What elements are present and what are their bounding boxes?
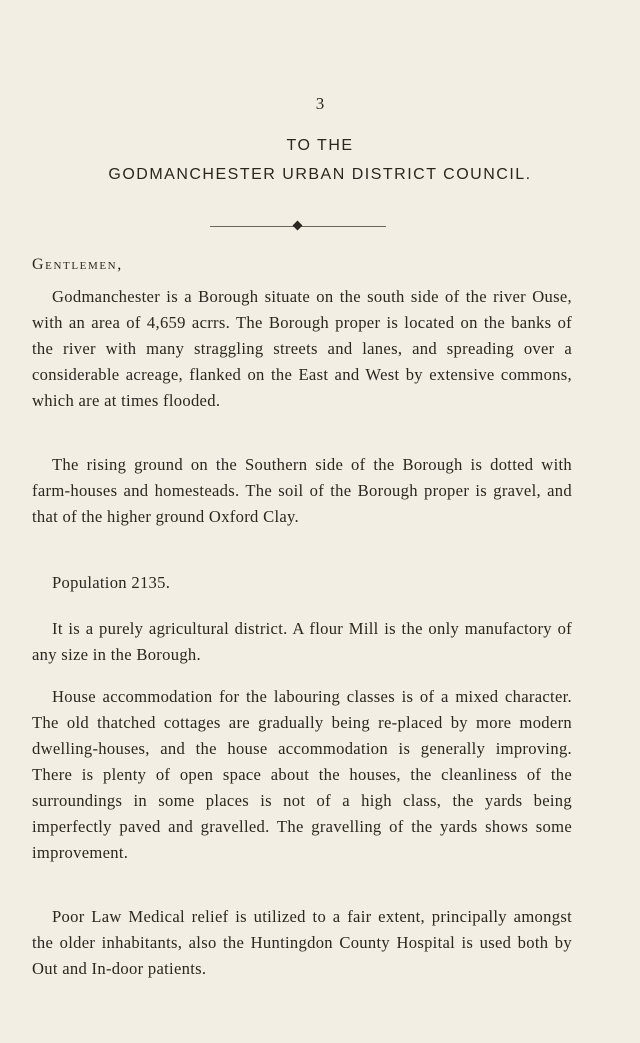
paragraph-industry: It is a purely agricultural district. A flour Mill is the only manufactory of any size in the Borough. [32, 619, 572, 664]
paragraph-soil: The rising ground on the Southern side of the Borough is dotted with farm-houses and homesteads. The soil of the Borough proper is gravel, and that of the higher ground Oxford Clay. [32, 455, 572, 526]
paragraph-location: Godmanchester is a Borough situate on the south side of the river Ouse, with an area of 4,659 acrrs. The Borough proper is located on the banks of the river with many straggling streets and lanes, and spreading over a considerable acreage, flanked on the East and West by extensive commons, which are at times flooded. [32, 287, 572, 410]
paragraph-medical-relief: Poor Law Medical relief is utilized to a fair extent, principally amongst the older inhabitants, also the Huntingdon County Hospital is used both by Out and In-door patients. [32, 907, 572, 978]
page-number: 3 [315, 94, 325, 113]
diamond-ornament-icon [293, 221, 303, 231]
heading-addressee-line2: GODMANCHESTER URBAN DISTRICT COUNCIL. [108, 166, 532, 183]
paragraph-population: Population 2135. [52, 573, 171, 592]
heading-addressee-line1: TO THE [286, 137, 354, 154]
paragraph-housing: House accommodation for the labouring classes is of a mixed character. The old thatched cottages are gradually being re-placed by more modern dwelling-houses, and the house accommodation is generally improving. There is plenty of open space about the houses, the cleanliness of the surroundings in some places is not of a high class, the yards being imperfectly paved and gravelled. The gravelling of the yards shows some improvement. [32, 687, 572, 862]
salutation: Gentlemen, [32, 256, 123, 273]
